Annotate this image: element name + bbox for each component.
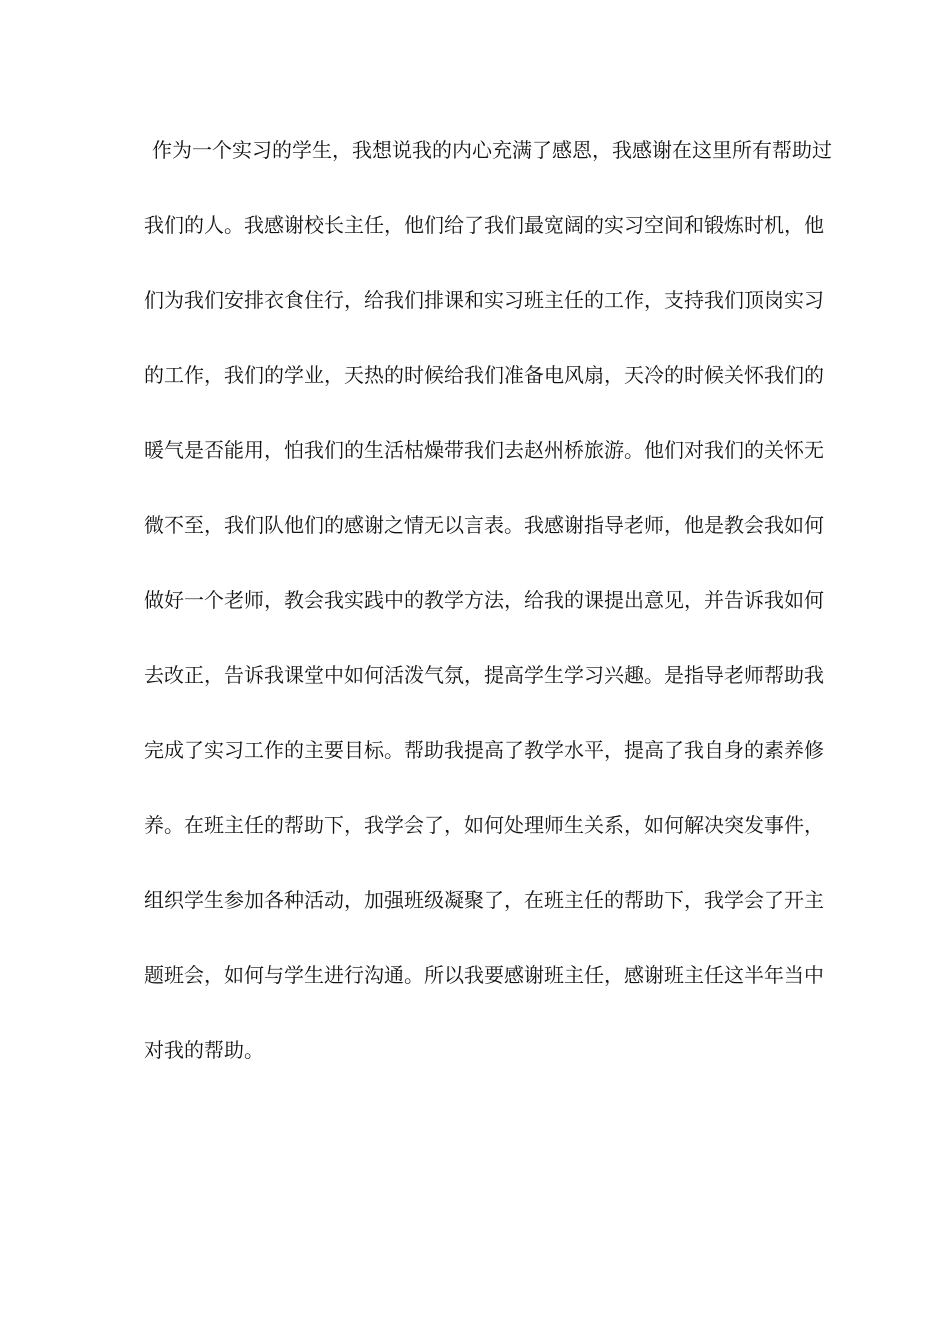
paragraph-line-12: 题班会，如何与学生进行沟通。所以我要感谢班主任，感谢班主任这半年当中 — [144, 963, 824, 987]
paragraph-line-8: 去改正，告诉我课堂中如何活泼气氛，提高学生学习兴趣。是指导老师帮助我 — [144, 663, 824, 687]
paragraph-line-13: 对我的帮助。 — [144, 1038, 264, 1062]
paragraph-line-4: 的工作，我们的学业，天热的时候给我们准备电风扇，天冷的时候关怀我们的 — [144, 363, 824, 387]
paragraph-line-9: 完成了实习工作的主要目标。帮助我提高了教学水平，提高了我自身的素养修 — [144, 738, 824, 762]
body-paragraph — [144, 130, 832, 1105]
paragraph-line-10: 养。在班主任的帮助下，我学会了，如何处理师生关系，如何解决突发事件， — [144, 813, 824, 837]
paragraph-line-1: 作为一个实习的学生，我想说我的内心充满了感恩，我感谢在这里所有帮助过 — [152, 138, 832, 162]
paragraph-line-3: 们为我们安排衣食住行，给我们排课和实习班主任的工作，支持我们顶岗实习 — [144, 288, 824, 312]
paragraph-line-5: 暖气是否能用，怕我们的生活枯燥带我们去赵州桥旅游。他们对我们的关怀无 — [144, 438, 824, 462]
paragraph-line-11: 组织学生参加各种活动，加强班级凝聚了，在班主任的帮助下，我学会了开主 — [144, 888, 824, 912]
paragraph-line-7: 做好一个老师，教会我实践中的教学方法，给我的课提出意见，并告诉我如何 — [144, 588, 824, 612]
paragraph-line-2: 我们的人。我感谢校长主任，他们给了我们最宽阔的实习空间和锻炼时机，他 — [144, 213, 824, 237]
paragraph-line-6: 微不至，我们队他们的感谢之情无以言表。我感谢指导老师，他是教会我如何 — [144, 513, 824, 537]
